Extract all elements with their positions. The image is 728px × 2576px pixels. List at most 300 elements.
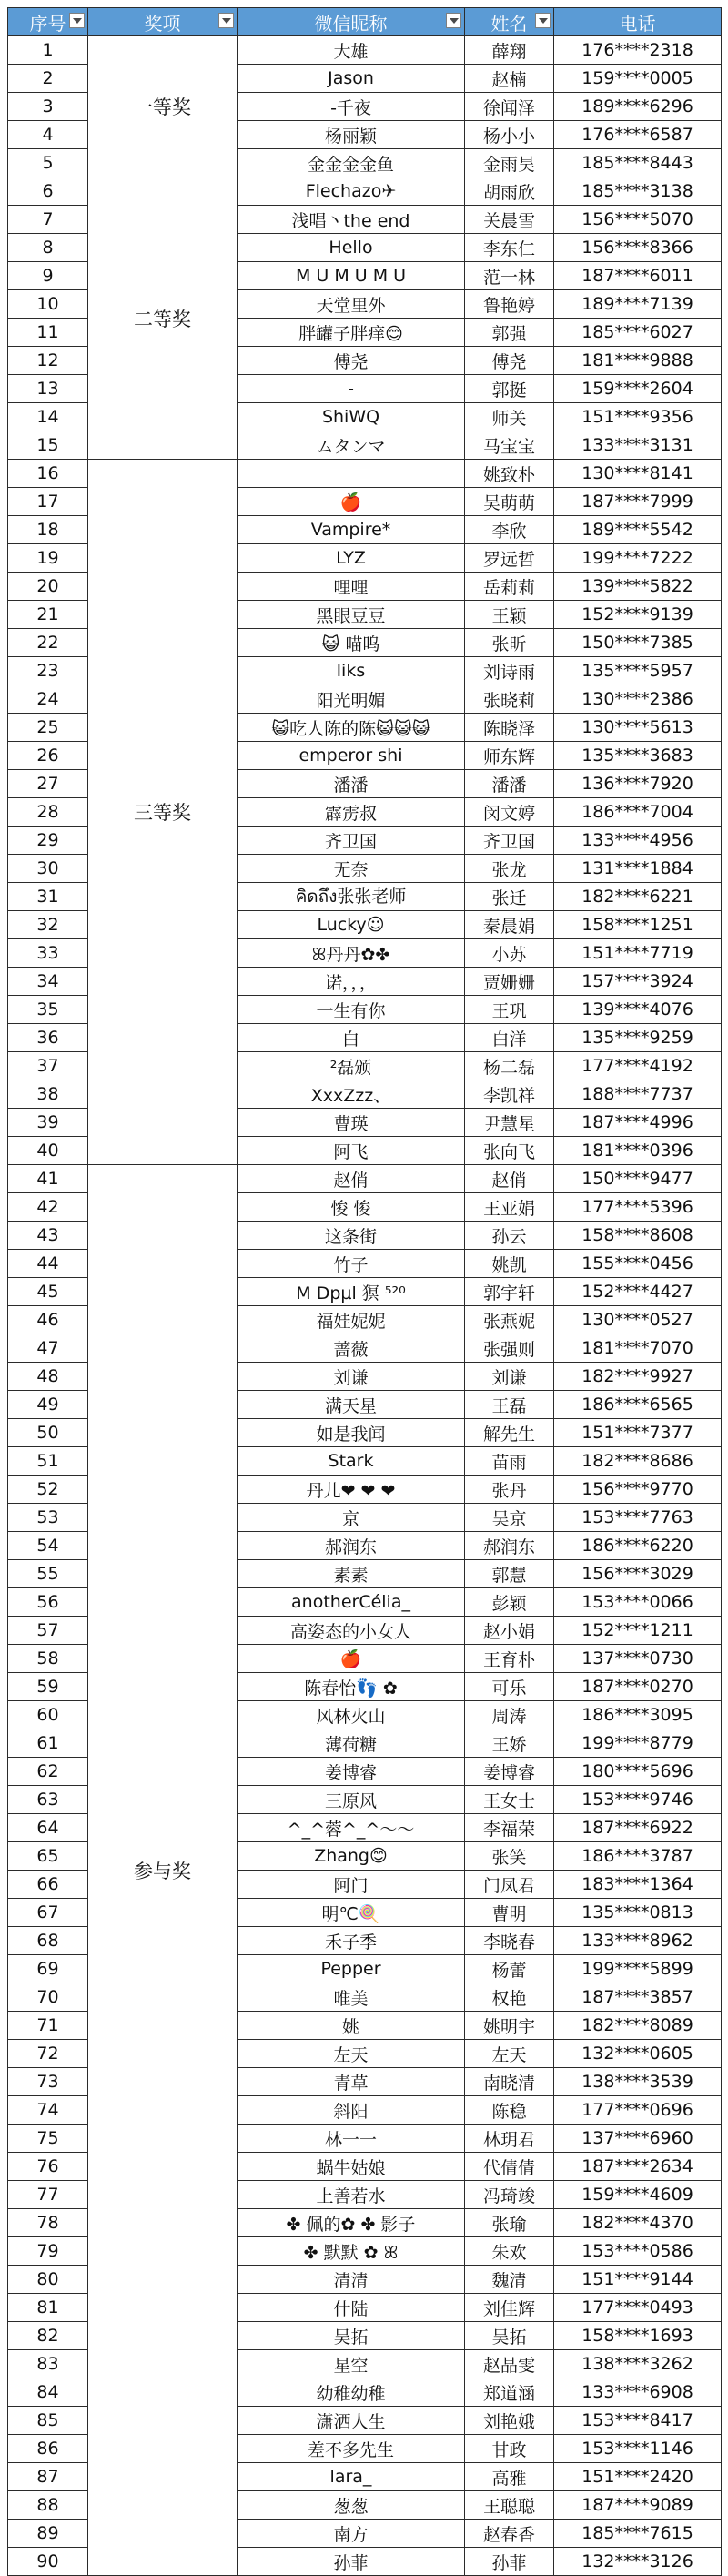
- cell-phone[interactable]: 187****6011: [554, 262, 722, 290]
- cell-name[interactable]: 岳莉莉: [465, 573, 554, 601]
- cell-phone[interactable]: 151****7377: [554, 1419, 722, 1447]
- cell-no[interactable]: 49: [8, 1391, 88, 1419]
- cell-no[interactable]: 85: [8, 2407, 88, 2435]
- cell-no[interactable]: 63: [8, 1786, 88, 1814]
- cell-phone[interactable]: 156****3029: [554, 1560, 722, 1588]
- cell-phone[interactable]: 133****3131: [554, 431, 722, 460]
- cell-name[interactable]: 张笑: [465, 1842, 554, 1871]
- cell-no[interactable]: 69: [8, 1955, 88, 1983]
- cell-name[interactable]: 师东辉: [465, 742, 554, 770]
- cell-name[interactable]: 高雅: [465, 2463, 554, 2491]
- cell-nickname[interactable]: 天堂里外: [238, 290, 465, 319]
- cell-no[interactable]: 74: [8, 2096, 88, 2125]
- cell-name[interactable]: 陈晓泽: [465, 714, 554, 742]
- cell-phone[interactable]: 137****0730: [554, 1645, 722, 1673]
- cell-name[interactable]: 李欣: [465, 516, 554, 544]
- cell-no[interactable]: 61: [8, 1729, 88, 1758]
- cell-no[interactable]: 62: [8, 1758, 88, 1786]
- cell-name[interactable]: 苗雨: [465, 1447, 554, 1476]
- cell-phone[interactable]: 131****1884: [554, 855, 722, 883]
- cell-no[interactable]: 26: [8, 742, 88, 770]
- cell-phone[interactable]: 177****4192: [554, 1052, 722, 1080]
- cell-nickname[interactable]: 陈春怡👣 ✿: [238, 1673, 465, 1701]
- cell-nickname[interactable]: 差不多先生: [238, 2435, 465, 2463]
- cell-no[interactable]: 84: [8, 2378, 88, 2407]
- cell-nickname[interactable]: 葱葱: [238, 2491, 465, 2520]
- cell-phone[interactable]: 132****3126: [554, 2548, 722, 2576]
- cell-no[interactable]: 55: [8, 1560, 88, 1588]
- cell-name[interactable]: 刘佳辉: [465, 2294, 554, 2322]
- cell-no[interactable]: 46: [8, 1306, 88, 1334]
- cell-phone[interactable]: 153****0066: [554, 1588, 722, 1617]
- cell-phone[interactable]: 135****5957: [554, 657, 722, 685]
- cell-phone[interactable]: 152****1211: [554, 1617, 722, 1645]
- cell-no[interactable]: 88: [8, 2491, 88, 2520]
- cell-phone[interactable]: 186****6565: [554, 1391, 722, 1419]
- cell-no[interactable]: 65: [8, 1842, 88, 1871]
- cell-name[interactable]: 李福荣: [465, 1814, 554, 1842]
- cell-prize-group[interactable]: 三等奖: [88, 460, 238, 1165]
- cell-no[interactable]: 73: [8, 2068, 88, 2096]
- cell-name[interactable]: 郑道涵: [465, 2378, 554, 2407]
- cell-name[interactable]: 张向飞: [465, 1137, 554, 1165]
- cell-no[interactable]: 28: [8, 798, 88, 827]
- cell-no[interactable]: 19: [8, 544, 88, 573]
- cell-name[interactable]: 可乐: [465, 1673, 554, 1701]
- cell-no[interactable]: 79: [8, 2237, 88, 2266]
- cell-name[interactable]: 李东仁: [465, 234, 554, 262]
- cell-nickname[interactable]: 阿飞: [238, 1137, 465, 1165]
- cell-name[interactable]: 张迁: [465, 883, 554, 911]
- cell-no[interactable]: 14: [8, 403, 88, 431]
- cell-nickname[interactable]: 如是我闻: [238, 1419, 465, 1447]
- cell-no[interactable]: 60: [8, 1701, 88, 1729]
- cell-name[interactable]: 林玥君: [465, 2125, 554, 2153]
- cell-phone[interactable]: 158****1693: [554, 2322, 722, 2350]
- cell-phone[interactable]: 135****9259: [554, 1024, 722, 1052]
- cell-phone[interactable]: 139****4076: [554, 996, 722, 1024]
- cell-no[interactable]: 47: [8, 1334, 88, 1363]
- cell-name[interactable]: 徐闻泽: [465, 93, 554, 121]
- cell-nickname[interactable]: ムタンマ: [238, 431, 465, 460]
- cell-no[interactable]: 15: [8, 431, 88, 460]
- cell-phone[interactable]: 182****9927: [554, 1363, 722, 1391]
- cell-nickname[interactable]: 蜗牛姑娘: [238, 2153, 465, 2181]
- cell-phone[interactable]: 151****2420: [554, 2463, 722, 2491]
- cell-name[interactable]: 刘谦: [465, 1363, 554, 1391]
- cell-name[interactable]: 杨小小: [465, 121, 554, 149]
- cell-phone[interactable]: 135****3683: [554, 742, 722, 770]
- cell-name[interactable]: 赵春香: [465, 2520, 554, 2548]
- cell-no[interactable]: 1: [8, 36, 88, 65]
- cell-name[interactable]: 郭宇轩: [465, 1278, 554, 1306]
- cell-phone[interactable]: 185****6027: [554, 319, 722, 347]
- cell-phone[interactable]: 159****2604: [554, 375, 722, 403]
- cell-name[interactable]: 郭挺: [465, 375, 554, 403]
- cell-phone[interactable]: 156****9770: [554, 1476, 722, 1504]
- cell-phone[interactable]: 155****0456: [554, 1250, 722, 1278]
- cell-nickname[interactable]: 上善若水: [238, 2181, 465, 2209]
- cell-name[interactable]: 胡雨欣: [465, 177, 554, 206]
- cell-phone[interactable]: 130****0527: [554, 1306, 722, 1334]
- cell-name[interactable]: 魏清: [465, 2266, 554, 2294]
- cell-nickname[interactable]: -千夜: [238, 93, 465, 121]
- cell-name[interactable]: 王颖: [465, 601, 554, 629]
- cell-name[interactable]: 周涛: [465, 1701, 554, 1729]
- cell-name[interactable]: 王娇: [465, 1729, 554, 1758]
- filter-dropdown-icon[interactable]: [218, 13, 234, 28]
- cell-phone[interactable]: 187****9089: [554, 2491, 722, 2520]
- cell-phone[interactable]: 153****9746: [554, 1786, 722, 1814]
- cell-nickname[interactable]: 满天星: [238, 1391, 465, 1419]
- cell-name[interactable]: 张龙: [465, 855, 554, 883]
- cell-phone[interactable]: 133****4956: [554, 827, 722, 855]
- cell-nickname[interactable]: 南方: [238, 2520, 465, 2548]
- cell-name[interactable]: 张强则: [465, 1334, 554, 1363]
- cell-nickname[interactable]: 京: [238, 1504, 465, 1532]
- cell-no[interactable]: 82: [8, 2322, 88, 2350]
- cell-no[interactable]: 41: [8, 1165, 88, 1193]
- cell-name[interactable]: 杨蕾: [465, 1955, 554, 1983]
- cell-nickname[interactable]: 蔷薇: [238, 1334, 465, 1363]
- cell-no[interactable]: 18: [8, 516, 88, 544]
- cell-name[interactable]: 范一林: [465, 262, 554, 290]
- cell-no[interactable]: 71: [8, 2012, 88, 2040]
- cell-nickname[interactable]: liks: [238, 657, 465, 685]
- cell-name[interactable]: 门凤君: [465, 1871, 554, 1899]
- cell-phone[interactable]: 199****5899: [554, 1955, 722, 1983]
- cell-no[interactable]: 39: [8, 1109, 88, 1137]
- cell-no[interactable]: 9: [8, 262, 88, 290]
- cell-phone[interactable]: 182****6221: [554, 883, 722, 911]
- cell-name[interactable]: 王女士: [465, 1786, 554, 1814]
- cell-no[interactable]: 16: [8, 460, 88, 488]
- cell-nickname[interactable]: Jason: [238, 65, 465, 93]
- cell-no[interactable]: 75: [8, 2125, 88, 2153]
- cell-name[interactable]: 张丹: [465, 1476, 554, 1504]
- cell-name[interactable]: 薛翔: [465, 36, 554, 65]
- cell-nickname[interactable]: ✤ 默默 ✿ ꕤ: [238, 2237, 465, 2266]
- cell-phone[interactable]: 189****6296: [554, 93, 722, 121]
- cell-phone[interactable]: 150****9477: [554, 1165, 722, 1193]
- cell-nickname[interactable]: 曹瑛: [238, 1109, 465, 1137]
- cell-no[interactable]: 53: [8, 1504, 88, 1532]
- cell-phone[interactable]: 183****1364: [554, 1871, 722, 1899]
- cell-name[interactable]: 姚凯: [465, 1250, 554, 1278]
- cell-name[interactable]: 李晓春: [465, 1927, 554, 1955]
- cell-phone[interactable]: 189****7139: [554, 290, 722, 319]
- cell-name[interactable]: 鲁艳婷: [465, 290, 554, 319]
- cell-no[interactable]: 32: [8, 911, 88, 939]
- cell-no[interactable]: 90: [8, 2548, 88, 2576]
- cell-no[interactable]: 13: [8, 375, 88, 403]
- cell-phone[interactable]: 180****5696: [554, 1758, 722, 1786]
- cell-nickname[interactable]: XxxZzz、: [238, 1080, 465, 1109]
- cell-phone[interactable]: 187****2634: [554, 2153, 722, 2181]
- cell-nickname[interactable]: 薄荷糖: [238, 1729, 465, 1758]
- cell-nickname[interactable]: 斜阳: [238, 2096, 465, 2125]
- cell-no[interactable]: 35: [8, 996, 88, 1024]
- cell-nickname[interactable]: 这条街: [238, 1222, 465, 1250]
- cell-no[interactable]: 66: [8, 1871, 88, 1899]
- cell-nickname[interactable]: 诺，，，: [238, 968, 465, 996]
- cell-nickname[interactable]: คิดถึง张张老师: [238, 883, 465, 911]
- cell-nickname[interactable]: 潘潘: [238, 770, 465, 798]
- cell-name[interactable]: 王磊: [465, 1391, 554, 1419]
- cell-phone[interactable]: 185****7615: [554, 2520, 722, 2548]
- cell-name[interactable]: 孙云: [465, 1222, 554, 1250]
- cell-no[interactable]: 43: [8, 1222, 88, 1250]
- cell-phone[interactable]: 133****8962: [554, 1927, 722, 1955]
- cell-nickname[interactable]: ^_^蓉^_^～～: [238, 1814, 465, 1842]
- cell-phone[interactable]: 182****8686: [554, 1447, 722, 1476]
- cell-nickname[interactable]: 悛 悛: [238, 1193, 465, 1222]
- cell-nickname[interactable]: 一生有你: [238, 996, 465, 1024]
- cell-name[interactable]: 解先生: [465, 1419, 554, 1447]
- cell-nickname[interactable]: emperor shi: [238, 742, 465, 770]
- cell-name[interactable]: 师关: [465, 403, 554, 431]
- cell-name[interactable]: 王巩: [465, 996, 554, 1024]
- cell-nickname[interactable]: Hello: [238, 234, 465, 262]
- cell-nickname[interactable]: 无奈: [238, 855, 465, 883]
- cell-name[interactable]: 赵俏: [465, 1165, 554, 1193]
- cell-phone[interactable]: 186****3095: [554, 1701, 722, 1729]
- cell-no[interactable]: 57: [8, 1617, 88, 1645]
- cell-phone[interactable]: 181****0396: [554, 1137, 722, 1165]
- cell-no[interactable]: 30: [8, 855, 88, 883]
- cell-no[interactable]: 22: [8, 629, 88, 657]
- filter-dropdown-icon[interactable]: [446, 13, 461, 28]
- cell-nickname[interactable]: anotherCélia_: [238, 1588, 465, 1617]
- cell-no[interactable]: 59: [8, 1673, 88, 1701]
- cell-name[interactable]: 刘诗雨: [465, 657, 554, 685]
- cell-name[interactable]: 吴京: [465, 1504, 554, 1532]
- cell-name[interactable]: 南晓清: [465, 2068, 554, 2096]
- cell-no[interactable]: 50: [8, 1419, 88, 1447]
- cell-phone[interactable]: 187****4996: [554, 1109, 722, 1137]
- cell-phone[interactable]: 130****2386: [554, 685, 722, 714]
- cell-phone[interactable]: 187****7999: [554, 488, 722, 516]
- cell-name[interactable]: 李凯祥: [465, 1080, 554, 1109]
- cell-nickname[interactable]: 明℃🍭: [238, 1899, 465, 1927]
- cell-phone[interactable]: 151****9356: [554, 403, 722, 431]
- cell-nickname[interactable]: 哩哩: [238, 573, 465, 601]
- cell-nickname[interactable]: 浅唱丶the end: [238, 206, 465, 234]
- cell-name[interactable]: 王育朴: [465, 1645, 554, 1673]
- cell-phone[interactable]: 187****0270: [554, 1673, 722, 1701]
- cell-nickname[interactable]: 🍎: [238, 1645, 465, 1673]
- cell-name[interactable]: 杨二磊: [465, 1052, 554, 1080]
- cell-no[interactable]: 17: [8, 488, 88, 516]
- cell-no[interactable]: 67: [8, 1899, 88, 1927]
- cell-no[interactable]: 29: [8, 827, 88, 855]
- cell-nickname[interactable]: LYZ: [238, 544, 465, 573]
- cell-phone[interactable]: 130****8141: [554, 460, 722, 488]
- cell-prize-group[interactable]: 一等奖: [88, 36, 238, 177]
- cell-name[interactable]: 权艳: [465, 1983, 554, 2012]
- cell-phone[interactable]: 130****5613: [554, 714, 722, 742]
- cell-phone[interactable]: 152****4427: [554, 1278, 722, 1306]
- cell-nickname[interactable]: 傅尧: [238, 347, 465, 375]
- cell-nickname[interactable]: 青草: [238, 2068, 465, 2096]
- cell-phone[interactable]: 181****9888: [554, 347, 722, 375]
- cell-nickname[interactable]: 姚: [238, 2012, 465, 2040]
- cell-phone[interactable]: 199****7222: [554, 544, 722, 573]
- cell-nickname[interactable]: [238, 460, 465, 488]
- cell-phone[interactable]: 153****1146: [554, 2435, 722, 2463]
- cell-name[interactable]: 冯琦竣: [465, 2181, 554, 2209]
- cell-no[interactable]: 8: [8, 234, 88, 262]
- cell-phone[interactable]: 182****4370: [554, 2209, 722, 2237]
- cell-name[interactable]: 马宝宝: [465, 431, 554, 460]
- cell-name[interactable]: 郝润东: [465, 1532, 554, 1560]
- cell-phone[interactable]: 153****0586: [554, 2237, 722, 2266]
- cell-no[interactable]: 68: [8, 1927, 88, 1955]
- cell-no[interactable]: 2: [8, 65, 88, 93]
- cell-name[interactable]: 刘艳娥: [465, 2407, 554, 2435]
- cell-no[interactable]: 27: [8, 770, 88, 798]
- cell-no[interactable]: 70: [8, 1983, 88, 2012]
- cell-nickname[interactable]: 林一一: [238, 2125, 465, 2153]
- cell-name[interactable]: 张晓莉: [465, 685, 554, 714]
- cell-nickname[interactable]: ShiWQ: [238, 403, 465, 431]
- cell-no[interactable]: 58: [8, 1645, 88, 1673]
- cell-nickname[interactable]: 齐卫国: [238, 827, 465, 855]
- cell-name[interactable]: 姚致朴: [465, 460, 554, 488]
- cell-nickname[interactable]: 唯美: [238, 1983, 465, 2012]
- cell-nickname[interactable]: 赵俏: [238, 1165, 465, 1193]
- cell-no[interactable]: 21: [8, 601, 88, 629]
- cell-nickname[interactable]: 郝润东: [238, 1532, 465, 1560]
- cell-no[interactable]: 87: [8, 2463, 88, 2491]
- cell-nickname[interactable]: 三原风: [238, 1786, 465, 1814]
- cell-no[interactable]: 34: [8, 968, 88, 996]
- cell-no[interactable]: 51: [8, 1447, 88, 1476]
- cell-nickname[interactable]: 胖罐子胖痒😊: [238, 319, 465, 347]
- cell-no[interactable]: 89: [8, 2520, 88, 2548]
- cell-name[interactable]: 张燕妮: [465, 1306, 554, 1334]
- cell-no[interactable]: 83: [8, 2350, 88, 2378]
- cell-phone[interactable]: 153****7763: [554, 1504, 722, 1532]
- cell-nickname[interactable]: 禾子季: [238, 1927, 465, 1955]
- cell-nickname[interactable]: 竹子: [238, 1250, 465, 1278]
- cell-no[interactable]: 23: [8, 657, 88, 685]
- cell-nickname[interactable]: 金金金金鱼: [238, 149, 465, 177]
- cell-nickname[interactable]: ²磊颁: [238, 1052, 465, 1080]
- cell-no[interactable]: 33: [8, 939, 88, 968]
- cell-nickname[interactable]: M Dpµl 猽 ⁵²⁰: [238, 1278, 465, 1306]
- cell-phone[interactable]: 152****9139: [554, 601, 722, 629]
- cell-name[interactable]: 赵小娟: [465, 1617, 554, 1645]
- cell-name[interactable]: 朱欢: [465, 2237, 554, 2266]
- cell-name[interactable]: 金雨昊: [465, 149, 554, 177]
- cell-name[interactable]: 吴萌萌: [465, 488, 554, 516]
- cell-no[interactable]: 80: [8, 2266, 88, 2294]
- cell-no[interactable]: 77: [8, 2181, 88, 2209]
- cell-phone[interactable]: 139****5822: [554, 573, 722, 601]
- cell-no[interactable]: 5: [8, 149, 88, 177]
- cell-phone[interactable]: 151****7719: [554, 939, 722, 968]
- cell-phone[interactable]: 187****6922: [554, 1814, 722, 1842]
- cell-nickname[interactable]: 😺吃人陈的陈😺😺😺: [238, 714, 465, 742]
- cell-nickname[interactable]: 刘谦: [238, 1363, 465, 1391]
- cell-nickname[interactable]: 白: [238, 1024, 465, 1052]
- cell-name[interactable]: 彭颖: [465, 1588, 554, 1617]
- cell-no[interactable]: 54: [8, 1532, 88, 1560]
- cell-nickname[interactable]: 高姿态的小女人: [238, 1617, 465, 1645]
- cell-name[interactable]: 吴拓: [465, 2322, 554, 2350]
- cell-name[interactable]: 甘政: [465, 2435, 554, 2463]
- cell-no[interactable]: 7: [8, 206, 88, 234]
- cell-phone[interactable]: 177****0696: [554, 2096, 722, 2125]
- cell-no[interactable]: 78: [8, 2209, 88, 2237]
- cell-phone[interactable]: 189****5542: [554, 516, 722, 544]
- cell-no[interactable]: 52: [8, 1476, 88, 1504]
- cell-no[interactable]: 10: [8, 290, 88, 319]
- cell-no[interactable]: 25: [8, 714, 88, 742]
- cell-nickname[interactable]: Lucky☺: [238, 911, 465, 939]
- cell-nickname[interactable]: 姜博睿: [238, 1758, 465, 1786]
- cell-phone[interactable]: 188****7737: [554, 1080, 722, 1109]
- cell-no[interactable]: 37: [8, 1052, 88, 1080]
- cell-nickname[interactable]: ꕤ丹丹✿✤: [238, 939, 465, 968]
- cell-nickname[interactable]: Flechazo✈: [238, 177, 465, 206]
- filter-dropdown-icon[interactable]: [69, 13, 85, 28]
- cell-prize-group[interactable]: 参与奖: [88, 1165, 238, 2576]
- cell-phone[interactable]: 153****8417: [554, 2407, 722, 2435]
- cell-phone[interactable]: 181****7070: [554, 1334, 722, 1363]
- cell-name[interactable]: 张瑜: [465, 2209, 554, 2237]
- cell-nickname[interactable]: 孙菲: [238, 2548, 465, 2576]
- cell-nickname[interactable]: lara_: [238, 2463, 465, 2491]
- cell-nickname[interactable]: 阿门: [238, 1871, 465, 1899]
- cell-nickname[interactable]: 杨丽颖: [238, 121, 465, 149]
- cell-nickname[interactable]: 左天: [238, 2040, 465, 2068]
- cell-nickname[interactable]: 星空: [238, 2350, 465, 2378]
- cell-phone[interactable]: 185****8443: [554, 149, 722, 177]
- cell-phone[interactable]: 176****2318: [554, 36, 722, 65]
- cell-phone[interactable]: 177****5396: [554, 1193, 722, 1222]
- cell-name[interactable]: 赵楠: [465, 65, 554, 93]
- cell-phone[interactable]: 186****7004: [554, 798, 722, 827]
- cell-nickname[interactable]: 丹儿❤ ❤ ❤: [238, 1476, 465, 1504]
- cell-no[interactable]: 45: [8, 1278, 88, 1306]
- cell-name[interactable]: 贾姗姗: [465, 968, 554, 996]
- cell-phone[interactable]: 199****8779: [554, 1729, 722, 1758]
- cell-nickname[interactable]: 吴拓: [238, 2322, 465, 2350]
- cell-nickname[interactable]: 素素: [238, 1560, 465, 1588]
- cell-phone[interactable]: 137****6960: [554, 2125, 722, 2153]
- cell-name[interactable]: 姚明宇: [465, 2012, 554, 2040]
- cell-no[interactable]: 31: [8, 883, 88, 911]
- cell-no[interactable]: 6: [8, 177, 88, 206]
- cell-no[interactable]: 44: [8, 1250, 88, 1278]
- cell-phone[interactable]: 157****3924: [554, 968, 722, 996]
- cell-no[interactable]: 40: [8, 1137, 88, 1165]
- cell-phone[interactable]: 186****3787: [554, 1842, 722, 1871]
- cell-no[interactable]: 11: [8, 319, 88, 347]
- cell-name[interactable]: 罗远哲: [465, 544, 554, 573]
- cell-name[interactable]: 郭强: [465, 319, 554, 347]
- cell-nickname[interactable]: 黑眼豆豆: [238, 601, 465, 629]
- cell-nickname[interactable]: -: [238, 375, 465, 403]
- cell-name[interactable]: 闵文婷: [465, 798, 554, 827]
- cell-phone[interactable]: 187****3857: [554, 1983, 722, 2012]
- cell-no[interactable]: 24: [8, 685, 88, 714]
- cell-phone[interactable]: 138****3539: [554, 2068, 722, 2096]
- cell-phone[interactable]: 132****0605: [554, 2040, 722, 2068]
- cell-prize-group[interactable]: 二等奖: [88, 177, 238, 460]
